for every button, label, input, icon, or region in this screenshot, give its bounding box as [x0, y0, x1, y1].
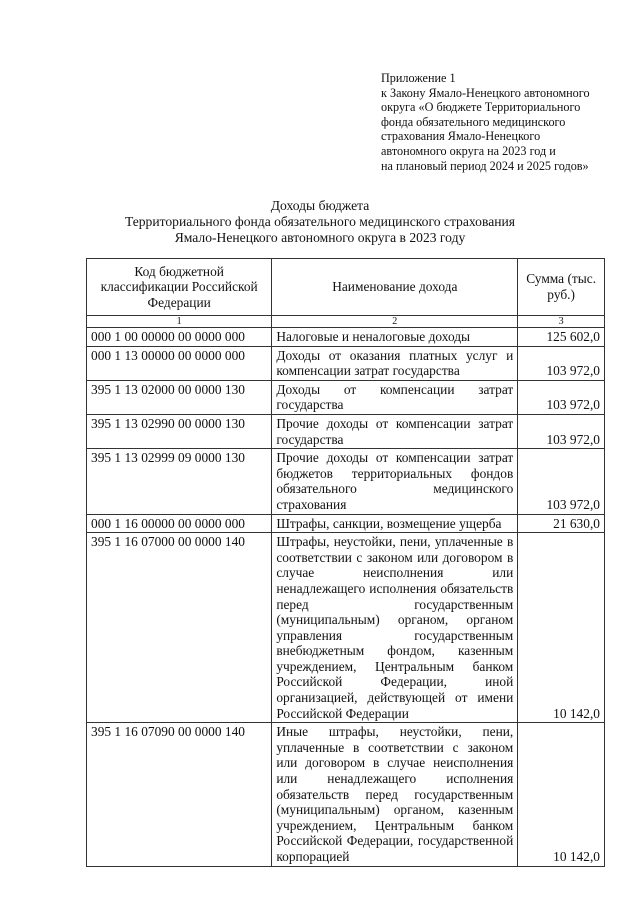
row-code: 000 1 00 00000 00 0000 000 — [87, 328, 272, 347]
row-amount: 125 602,0 — [518, 328, 605, 347]
appendix-note — [381, 71, 590, 173]
table-row — [87, 414, 605, 448]
appendix-line: к Закону Ямало-Ненецкого автономного — [381, 85, 590, 100]
table-row — [87, 533, 605, 723]
header-code: Код бюджетной классификации Российской Федерации — [87, 259, 272, 316]
row-amount: 103 972,0 — [518, 346, 605, 380]
appendix-line: автономного округа на 2023 год и — [381, 143, 556, 158]
row-name: Иные штрафы, неустойки, пени, уплаченные в соответствии с законом или договором в случае неисполнения или ненадлежащего исполнения обязательств перед государственным (муниципальным) органом, казенным учреждением, Центральным банком Российской Федерации, государственной корпорацией — [272, 723, 518, 866]
table-header-row — [87, 259, 605, 316]
row-name: Прочие доходы от компенсации затрат государства — [272, 414, 518, 448]
row-code: 395 1 13 02990 00 0000 130 — [87, 414, 272, 448]
row-name: Прочие доходы от компенсации затрат бюджетов территориальных фондов обязательного медицинского страхования — [272, 449, 518, 514]
column-number-row — [87, 316, 605, 328]
table-row — [87, 723, 605, 866]
appendix-line: страхования Ямало-Ненецкого — [381, 129, 541, 144]
row-amount: 103 972,0 — [518, 449, 605, 514]
appendix-line: округа «О бюджете Территориального — [381, 100, 581, 115]
row-code: 395 1 16 07000 00 0000 140 — [87, 533, 272, 723]
row-amount: 103 972,0 — [518, 380, 605, 414]
row-name: Налоговые и неналоговые доходы — [272, 328, 518, 347]
table-row — [87, 449, 605, 514]
row-amount: 103 972,0 — [518, 414, 605, 448]
appendix-line: фонда обязательного медицинского — [381, 114, 566, 129]
column-number: 2 — [272, 316, 518, 328]
row-name: Доходы от компенсации затрат государства — [272, 380, 518, 414]
row-code: 395 1 13 02000 00 0000 130 — [87, 380, 272, 414]
title-line: Доходы бюджета — [270, 198, 370, 213]
table-row — [87, 346, 605, 380]
column-number: 3 — [518, 316, 605, 328]
header-amount: Сумма (тыс. руб.) — [518, 259, 605, 316]
row-code: 000 1 13 00000 00 0000 000 — [87, 346, 272, 380]
row-code: 000 1 16 00000 00 0000 000 — [87, 514, 272, 533]
row-amount: 10 142,0 — [518, 533, 605, 723]
table-row — [87, 514, 605, 533]
row-code: 395 1 13 02999 09 0000 130 — [87, 449, 272, 514]
row-amount: 10 142,0 — [518, 723, 605, 866]
appendix-line: на плановый период 2024 и 2025 годов» — [381, 158, 589, 173]
appendix-line: Приложение 1 — [381, 71, 456, 85]
row-name: Штрафы, санкции, возмещение ущерба — [272, 514, 518, 533]
table-row — [87, 380, 605, 414]
column-number: 1 — [87, 316, 272, 328]
title-line: Ямало-Ненецкого автономного округа в 2023 году — [174, 230, 466, 245]
title-line: Территориального фонда обязательного медицинского страхования — [124, 214, 516, 229]
row-name: Доходы от оказания платных услуг и компенсации затрат государства — [272, 346, 518, 380]
header-name: Наименование дохода — [272, 259, 518, 316]
row-code: 395 1 16 07090 00 0000 140 — [87, 723, 272, 866]
table-row — [87, 328, 605, 347]
row-name: Штрафы, неустойки, пени, уплаченные в соответствии с законом или договором в случае неисполнения или ненадлежащего исполнения обязательств перед государственным (муниципальным) органом, органом управления государственным внебюджетным фондом, казенным учреждением, Центральным банком Российской Федерации, иной организацией, действующей от имени Российской Федерации — [272, 533, 518, 723]
income-table — [86, 258, 605, 867]
document-title — [0, 198, 640, 246]
row-amount: 21 630,0 — [518, 514, 605, 533]
